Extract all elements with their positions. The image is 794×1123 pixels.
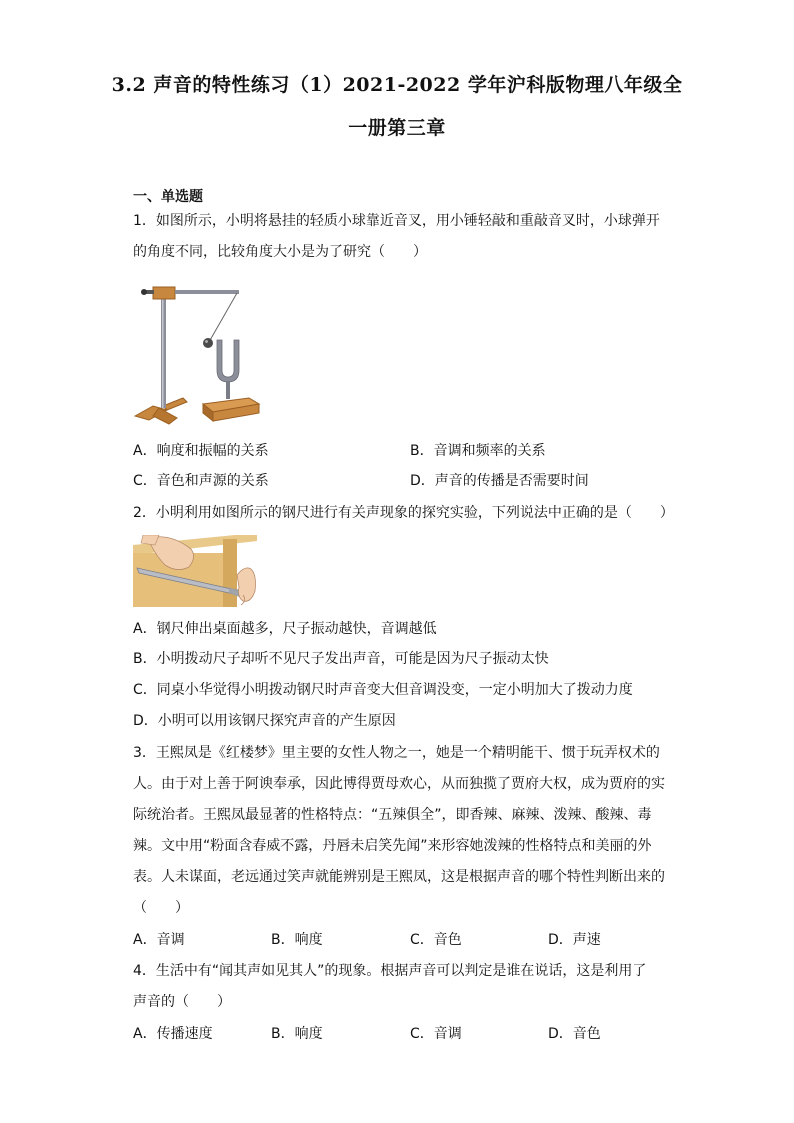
q3-option-b: B．响度 (271, 932, 323, 948)
q3-stem-line-4: 辣。文中用“粉面含春威不露，丹唇未启笑先闻”来形容她泼辣的性格特点和美丽的外 (133, 838, 652, 854)
tuning-fork-figure (133, 278, 265, 426)
q3-option-d: D．声速 (548, 932, 601, 948)
q2-option-a: A．钢尺伸出桌面越多，尺子振动越快，音调越低 (133, 621, 437, 637)
q2-option-c: C．同桌小华觉得小明拨动钢尺时声音变大但音调没变，一定小明加大了拨动力度 (133, 682, 633, 698)
q3-stem-line-5: 表。人未谋面，老远通过笑声就能辨别是王熙凤，这是根据声音的哪个特性判断出来的 (133, 869, 665, 885)
q2-option-b: B．小明拨动尺子却听不见尺子发出声音，可能是因为尺子振动太快 (133, 651, 549, 667)
title-line-1: 3.2 声音的特性练习（1）2021-2022 学年沪科版物理八年级全 (111, 74, 683, 96)
q3-stem-line-2: 人。由于对上善于阿谀奉承，因此博得贾母欢心，从而独揽了贾府大权，成为贾府的实 (133, 776, 665, 792)
q3-stem-line-3: 际统治者。王熙凤最显著的性格特点：“五辣俱全”，即香辣、麻辣、泼辣、酸辣、毒 (133, 807, 652, 823)
q3-option-a: A．音调 (133, 932, 185, 948)
ruler-figure (133, 535, 257, 607)
q1-option-c: C．音色和声源的关系 (133, 473, 269, 489)
q1-option-b: B．音调和频率的关系 (410, 443, 546, 459)
q4-option-a: A．传播速度 (133, 1026, 213, 1042)
q2-stem: 2．小明利用如图所示的钢尺进行有关声现象的探究实验，下列说法中正确的是（ ） (133, 505, 674, 521)
q1-option-a: A．响度和振幅的关系 (133, 443, 269, 459)
q3-stem-line-6: （ ） (133, 900, 189, 916)
q4-stem-line-1: 4．生活中有“闻其声如见其人”的现象。根据声音可以判定是谁在说话，这是利用了 (133, 963, 647, 979)
q3-option-c: C．音色 (410, 932, 462, 948)
q4-stem-line-2: 声音的（ ） (133, 994, 231, 1010)
q2-option-d: D．小明可以用该钢尺探究声音的产生原因 (133, 713, 396, 729)
title-line-2: 一册第三章 (348, 117, 446, 139)
q3-stem-line-1: 3．王熙凤是《红楼梦》里主要的女性人物之一，她是一个精明能干、惯于玩弄权术的 (133, 745, 660, 761)
q4-option-c: C．音调 (410, 1026, 462, 1042)
q1-stem-line-2: 的角度不同，比较角度大小是为了研究（ ） (133, 244, 427, 260)
q1-option-d: D．声音的传播是否需要时间 (410, 473, 589, 489)
q4-option-b: B．响度 (271, 1026, 323, 1042)
q4-option-d: D．音色 (548, 1026, 601, 1042)
q1-stem-line-1: 1．如图所示，小明将悬挂的轻质小球靠近音叉，用小锤轻敲和重敲音叉时，小球弹开 (133, 213, 660, 229)
section-heading: 一、单选题 (133, 189, 203, 205)
